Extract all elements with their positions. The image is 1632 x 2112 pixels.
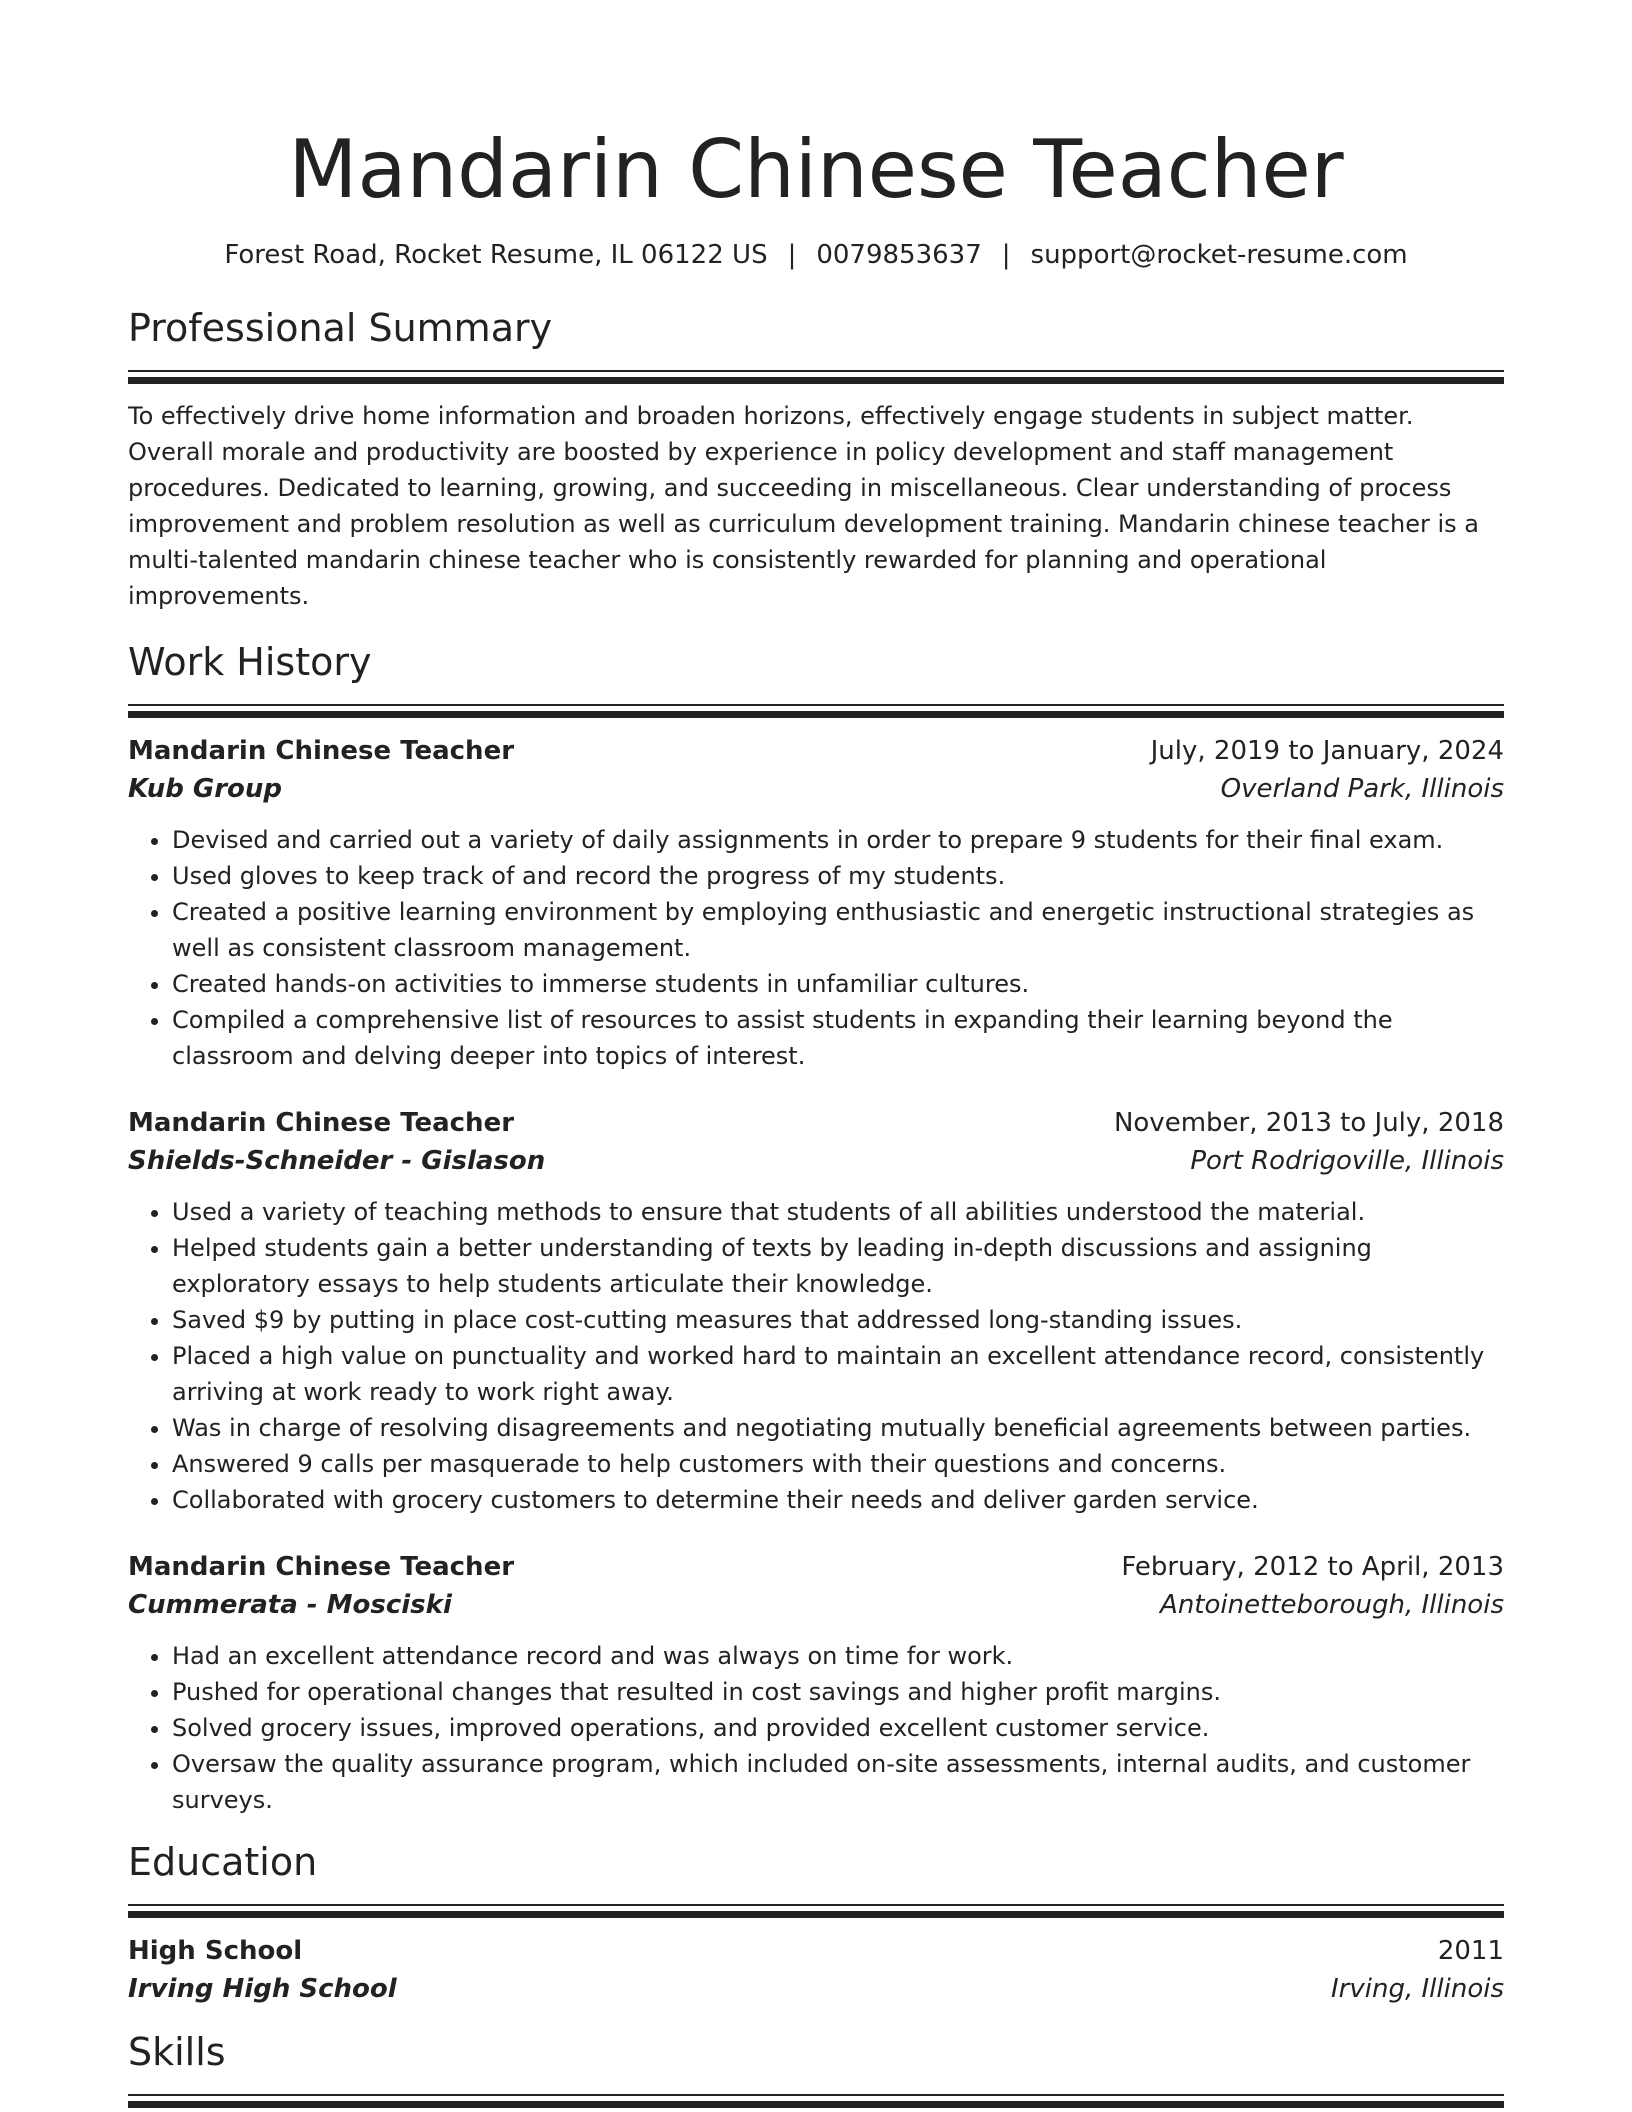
job-bullets [128,822,1504,1074]
skills-section [128,2028,1504,2108]
job-company: Kub Group [128,774,283,804]
contact-phone: 0079853637 [816,240,982,270]
contact-email: support@rocket-resume.com [1030,240,1408,270]
job-entry [128,1548,1504,1818]
education-school: Irving High School [128,1974,397,2004]
education-location: Irving, Illinois [1331,1974,1504,2004]
job-dates: November, 2013 to July, 2018 [1113,1108,1504,1138]
job-title: Mandarin Chinese Teacher [128,1108,515,1138]
list-item: • Helped students gain a better understanding of texts by leading in-depth discussions and assigning exploratory essays to help students articulate their knowledge. [172,1230,1504,1302]
section-title-work-history: Work History [128,640,372,684]
job-title: Mandarin Chinese Teacher [128,1552,515,1582]
list-item: • Compiled a comprehensive list of resources to assist students in expanding their learning beyond the classroom and delving deeper into topics of interest. [172,1002,1504,1074]
education-year: 2011 [1437,1936,1504,1966]
list-item: • Used a variety of teaching methods to ensure that students of all abilities understood the material. [172,1194,1504,1230]
education-entry [128,1932,1504,2008]
contact-address: Forest Road, Rocket Resume, IL 06122 US [224,240,768,270]
section-title-summary: Professional Summary [128,306,553,350]
job-location: Antoinetteborough, Illinois [1160,1590,1504,1620]
job-location: Overland Park, Illinois [1220,774,1504,804]
section-title-education: Education [128,1840,318,1884]
list-item: • Created a positive learning environment by employing enthusiastic and energetic instructional strategies as well as consistent classroom management. [172,894,1504,966]
section-divider [128,704,1504,718]
section-title-skills: Skills [128,2030,226,2074]
job-bullets [128,1194,1504,1518]
list-item: • Answered 9 calls per masquerade to help customers with their questions and concerns. [172,1446,1504,1482]
list-item: • Created hands-on activities to immerse students in unfamiliar cultures. [172,966,1504,1002]
job-company: Shields-Schneider - Gislason [128,1146,546,1176]
contact-line [128,238,1504,272]
candidate-name: Mandarin Chinese Teacher [288,123,1344,216]
job-dates: July, 2019 to January, 2024 [1150,736,1504,766]
list-item: • Devised and carried out a variety of daily assignments in order to prepare 9 students for their final exam. [172,822,1504,858]
job-location: Port Rodrigoville, Illinois [1190,1146,1504,1176]
list-item: • Used gloves to keep track of and record the progress of my students. [172,858,1504,894]
list-item: • Pushed for operational changes that resulted in cost savings and higher profit margins. [172,1674,1504,1710]
job-entry [128,1104,1504,1518]
job-title: Mandarin Chinese Teacher [128,736,515,766]
education-section [128,1838,1504,2008]
section-divider [128,2094,1504,2108]
list-item: • Oversaw the quality assurance program, which included on-site assessments, internal audits, and customer surveys. [172,1746,1504,1818]
work-history-section [128,638,1504,1818]
list-item: • Collaborated with grocery customers to determine their needs and deliver garden service. [172,1482,1504,1518]
contact-separator: | [787,240,797,270]
job-company: Cummerata - Mosciski [128,1590,452,1620]
list-item: • Had an excellent attendance record and was always on time for work. [172,1638,1504,1674]
list-item: • Solved grocery issues, improved operations, and provided excellent customer service. [172,1710,1504,1746]
job-entry [128,732,1504,1074]
list-item: • Saved $9 by putting in place cost-cutting measures that addressed long-standing issues. [172,1302,1504,1338]
job-bullets [128,1638,1504,1818]
summary-text: To effectively drive home information and broaden horizons, effectively engage students in subject matter. Overall morale and productivity are boosted by experience in policy development and staff management procedures. Dedicated to learning, growing, and succeeding in miscellaneous. Clear understanding of process improvement and problem resolution as well as curriculum development training. Mandarin chinese teacher is a multi-talented mandarin chinese teacher who is consistently rewarded for planning and operational improvements. [128,402,1480,610]
job-dates: February, 2012 to April, 2013 [1121,1552,1504,1582]
list-item: • Was in charge of resolving disagreements and negotiating mutually beneficial agreements between parties. [172,1410,1504,1446]
education-degree: High School [128,1936,303,1966]
section-divider [128,1904,1504,1918]
section-divider [128,370,1504,384]
summary-section [128,304,1504,614]
contact-separator: | [1001,240,1011,270]
list-item: • Placed a high value on punctuality and worked hard to maintain an excellent attendance record, consistently arriving at work ready to work right away. [172,1338,1504,1410]
